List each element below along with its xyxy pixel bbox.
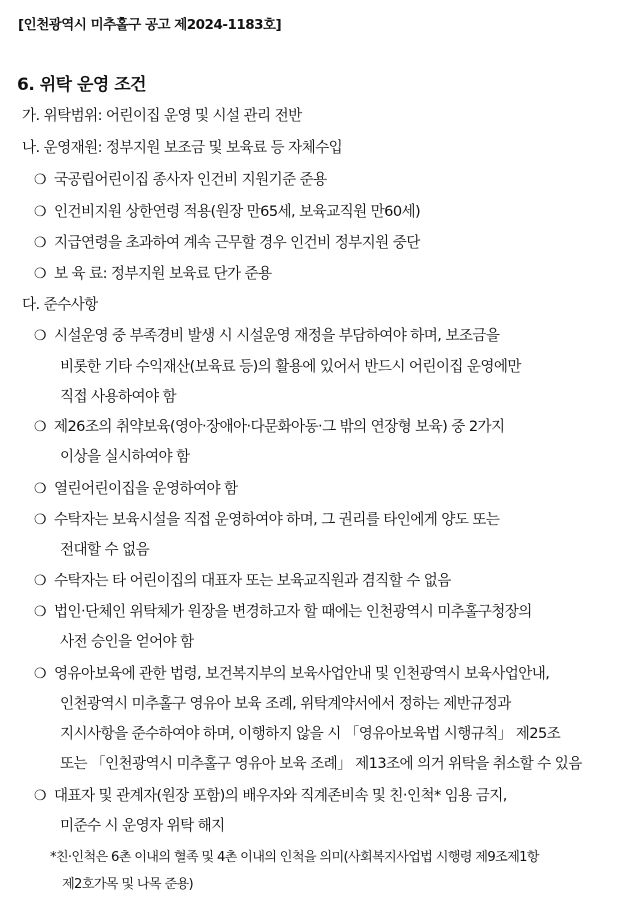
item-ga: 가. 위탁범위: 어린이집 운영 및 시설 관리 전반 [22,107,302,124]
da-bullet-1: ❍ 시설운영 중 부족경비 발생 시 시설운영 재정을 부담하여야 하며, 보조금을 [34,327,500,344]
da-bullet-8: ❍ 대표자 및 관계자(원장 포함)의 배우자와 직계존비속 및 친‧인척* 임용 금지, [34,787,507,804]
da-bullet-8-cont: 미준수 시 운영자 위탁 해지 [60,817,225,834]
item-na: 나. 운영재원: 정부지원 보조금 및 보육료 등 자체수입 [22,139,343,156]
da-bullet-7-cont: 또는 「인천광역시 미추홀구 영유아 보육 조례」 제13조에 의거 위탁을 취소할 수 있음 [60,755,582,772]
da-bullet-7: ❍ 영유아보육에 관한 법령, 보건복지부의 보육사업안내 및 인천광역시 보육사업안내, [34,665,550,682]
bullet-circle-icon: ❍ [34,481,46,497]
footnote: *친‧인척은 6촌 이내의 혈족 및 4촌 이내의 인척을 의미(사회복지사업법 시행령 제9조제1항 [50,850,539,865]
bullet-circle-icon: ❍ [34,788,46,804]
da-bullet-4: ❍ 수탁자는 보육시설을 직접 운영하여야 하며, 그 권리를 타인에게 양도 또는 [34,511,500,528]
bullet-circle-icon: ❍ [34,666,46,682]
da-bullet-5: ❍ 수탁자는 타 어린이집의 대표자 또는 보육교직원과 겸직할 수 없음 [34,572,451,589]
section-heading: 6. 위탁 운영 조건 [17,75,147,95]
bullet-circle-icon: ❍ [34,266,46,282]
bullet-circle-icon: ❍ [34,419,46,435]
da-bullet-6: ❍ 법인‧단체인 위탁체가 원장을 변경하고자 할 때에는 인천광역시 미추홀구청장의 [34,603,532,620]
notice-number: [인천광역시 미추홀구 공고 제2024-1183호] [18,17,282,33]
da-bullet-3: ❍ 열린어린이집을 운영하여야 함 [34,480,238,497]
da-bullet-7-cont: 지시사항을 준수하여야 하며, 이행하지 않을 시 「영유아보육법 시행규칙」 제25조 [60,725,561,742]
bullet-circle-icon: ❍ [34,204,46,220]
da-bullet-1-cont: 직접 사용하여야 함 [60,388,177,405]
bullet-circle-icon: ❍ [34,235,46,251]
na-bullet-2: ❍ 인건비지원 상한연령 적용(원장 만65세, 보육교직원 만60세) [34,203,421,220]
da-bullet-1-cont: 비롯한 기타 수익재산(보육료 등)의 활용에 있어서 반드시 어린이집 운영에만 [60,358,521,375]
bullet-circle-icon: ❍ [34,172,46,188]
da-bullet-4-cont: 전대할 수 없음 [60,541,150,558]
da-bullet-2-cont: 이상을 실시하여야 함 [60,448,190,465]
footnote-cont: 제2호가목 및 나목 준용) [62,877,193,892]
na-bullet-3: ❍ 지급연령을 초과하여 계속 근무할 경우 인건비 정부지원 중단 [34,234,420,251]
na-bullet-4: ❍ 보 육 료: 정부지원 보육료 단가 준용 [34,265,272,282]
bullet-circle-icon: ❍ [34,604,46,620]
da-bullet-2: ❍ 제26조의 취약보육(영아‧장애아‧다문화아동‧그 밖의 연장형 보육) 중 2가지 [34,418,505,435]
item-da: 다. 준수사항 [22,296,98,313]
da-bullet-6-cont: 사전 승인을 얻어야 함 [60,633,194,650]
da-bullet-7-cont: 인천광역시 미추홀구 영유아 보육 조례, 위탁계약서에서 정하는 제반규정과 [60,695,511,712]
bullet-circle-icon: ❍ [34,512,46,528]
bullet-circle-icon: ❍ [34,328,46,344]
bullet-circle-icon: ❍ [34,573,46,589]
na-bullet-1: ❍ 국공립어린이집 종사자 인건비 지원기준 준용 [34,171,327,188]
